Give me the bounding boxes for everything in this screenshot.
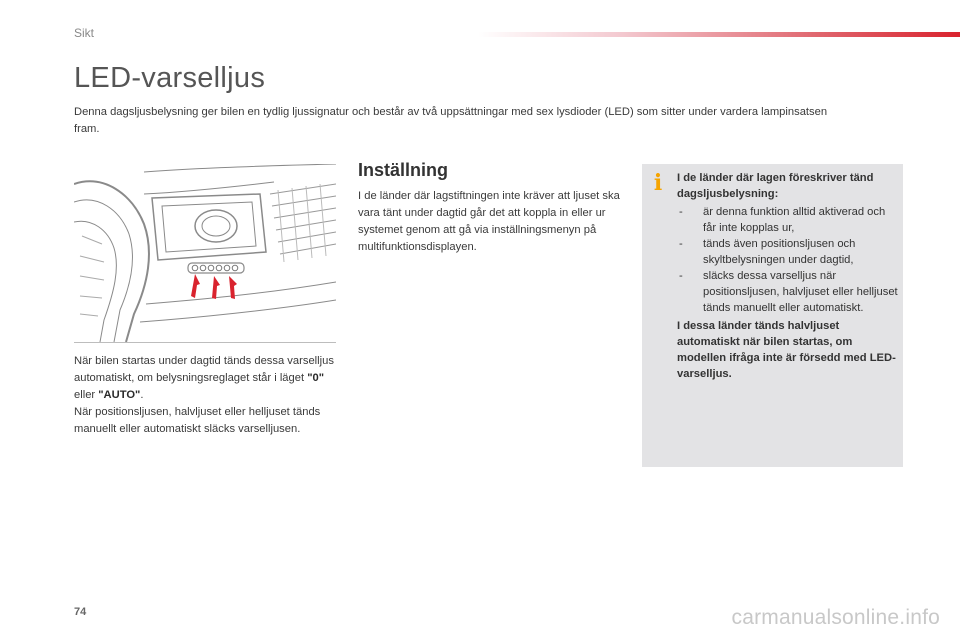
left-paragraph xyxy=(74,353,336,438)
watermark: carmanualsonline.info xyxy=(731,606,940,629)
info-list-item: - är denna funktion alltid aktiverad och får inte kopplas ur, xyxy=(677,204,899,236)
left-p1-pre: När bilen startas under dagtid tänds dessa varselljus automatiskt, om belysningsreglaget står i läget xyxy=(74,355,334,384)
settings-heading: Inställning xyxy=(358,160,448,180)
header-accent-bar xyxy=(478,32,960,37)
info-content xyxy=(677,170,899,382)
led-illustration xyxy=(74,164,336,343)
info-icon: i xyxy=(653,170,663,196)
left-p1-end: . xyxy=(140,389,144,401)
intro-paragraph: Denna dagsljusbelysning ger bilen en tydlig ljussignatur och består av två uppsättningar med sex lysdioder (LED) som sitter under vardera lampinsatsen fram. xyxy=(74,106,828,135)
left-p2: När positionsljusen, halvljuset eller helljuset tänds manuellt eller automatiskt släcks varselljusen. xyxy=(74,406,321,435)
section-tab: Sikt xyxy=(74,26,95,40)
page-number: 74 xyxy=(74,606,87,618)
info-list-item: - släcks dessa varselljus när positionsljusen, halvljuset eller helljuset tänds manuellt eller automatiskt. xyxy=(677,268,899,316)
left-p1-value1: "0" xyxy=(307,372,325,384)
info-list xyxy=(677,204,899,316)
info-footer: I dessa länder tänds halvljuset automatiskt när bilen startas, om modellen ifråga inte är försedd med LED-varselljus. xyxy=(677,320,896,380)
info-box xyxy=(642,164,903,467)
page-title: LED-varselljus xyxy=(74,62,266,94)
info-list-item: - tänds även positionsljusen och skyltbelysningen under dagtid, xyxy=(677,236,899,268)
left-p1-value2: "AUTO" xyxy=(98,389,141,401)
settings-paragraph: I de länder där lagstiftningen inte kräver att ljuset ska vara tänt under dagtid går det att koppla in eller ur systemet genom att gå via inställningsmenyn på multifunktionsdisplayen. xyxy=(358,190,620,253)
left-p1-mid: eller xyxy=(74,389,99,401)
info-heading: I de länder där lagen föreskriver tänd dagsljusbelysning: xyxy=(677,172,874,200)
